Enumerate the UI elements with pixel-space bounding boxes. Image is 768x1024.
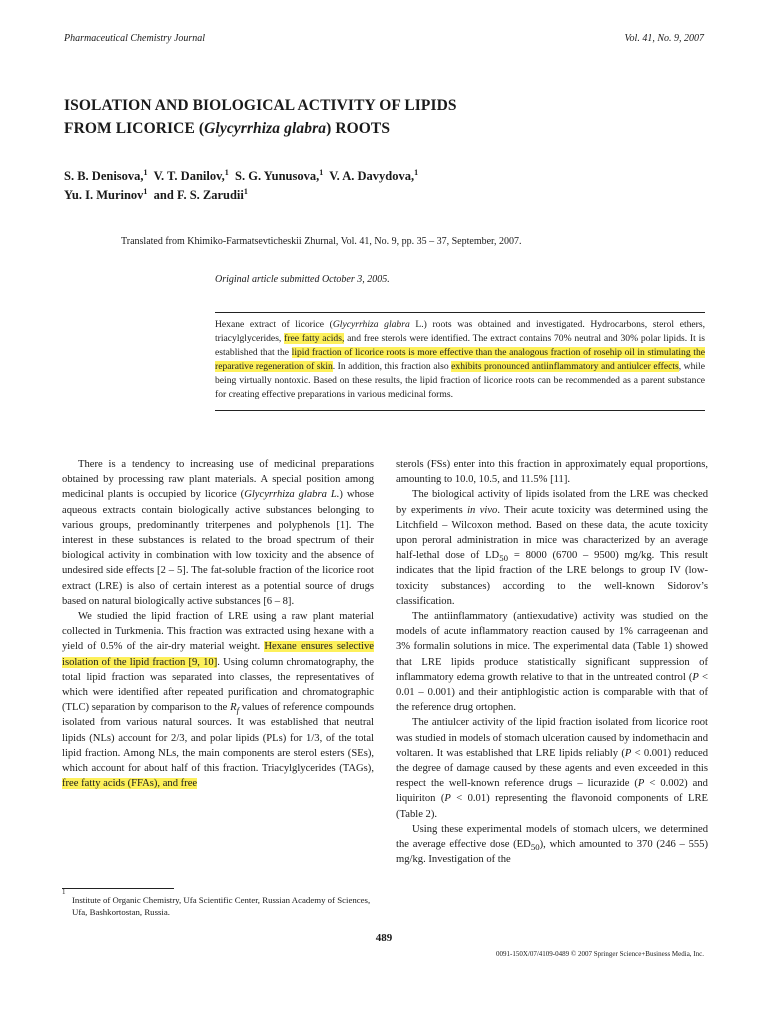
author: Yu. I. Murinov	[64, 188, 144, 202]
author: S. B. Denisova,	[64, 169, 144, 183]
abstract	[215, 312, 705, 411]
footnote-text: Institute of Organic Chemistry, Ufa Scientific Center, Russian Academy of Sciences, Ufa, Bashkortostan, Russia.	[72, 895, 371, 917]
paragraph-text: . Using column chromatography, the total lipid fraction was separated into classes, the representatives of which were identified after repeated purification and chromatographic (TLC) separation by comparison to the	[62, 656, 374, 714]
paragraph	[396, 487, 708, 609]
footnote-divider	[62, 888, 174, 889]
body-column-right	[396, 457, 708, 867]
author-affiliation: 1	[143, 167, 148, 177]
paragraph	[396, 822, 708, 868]
author-affiliation: 1	[143, 186, 148, 196]
paragraph-text: < 0.002) and liquiriton (	[396, 778, 708, 805]
authors-line-2	[64, 186, 704, 205]
abstract-text: and free sterols were identified. The extract contains 70% neutral and 30% polar lipids. It is established that the	[215, 333, 705, 358]
paragraph-text: ) whose aqueous extracts contain biologically active substances belonging to various groups, predominantly triterpenes and polyphenols [1]. The interest in these substances is related to the broad spectrum of their biological activity in combination with low toxicity and the absence of undesired side effects [2 – 5]. The fat-soluble fraction of the licorice root extract (LRE) is also of certain interest as a potential source of drugs based on natural biologically active substances [6 – 8].	[62, 489, 374, 607]
author: and F. S. Zarudii	[153, 188, 244, 202]
highlight: free fatty acids,	[284, 333, 345, 344]
paragraph-text: values of reference compounds isolated from various natural sources. It was established that neutral lipids (NLs) account for 2/3, and polar lipids (PLs) for 1/3, of the total lipid fraction. Among NLs, the main components are sterol esters (SEs), which account for about half of this fraction. Triacylglycerides (TAGs),	[62, 702, 374, 775]
footnote: 1 Institute of Organic Chemistry, Ufa Scientific Center, Russian Academy of Sciences, Ufa, Bashkortostan, Russia.	[62, 888, 371, 917]
paragraph-text: = 8000 (6700 – 9500) mg/kg. This result indicates that the lipid fraction of the LRE belongs to group IV (low-toxicity substances) according to the well-known Sidorov’s classification.	[396, 550, 709, 607]
author: S. G. Yunusova,	[235, 169, 320, 183]
species-name: Glycyrrhiza glabra L.	[244, 489, 340, 501]
article-title	[64, 94, 704, 140]
paragraph	[62, 457, 374, 609]
ld-subscript: 50	[499, 553, 509, 564]
volume-info: Vol. 41, No. 9, 2007	[624, 33, 704, 44]
paragraph-text: There is a tendency to increasing use of medicinal preparations obtained by processing raw plant materials. A special position among medicinal plants is occupied by licorice (	[62, 459, 374, 501]
title-line-1: ISOLATION AND BIOLOGICAL ACTIVITY OF LIPIDS	[64, 97, 457, 114]
journal-name: Pharmaceutical Chemistry Journal	[64, 33, 206, 44]
paragraph-text: . Their acute toxicity was determined using the Litchfield – Wilcoxon method. Based on these data, the acute toxicity upon peroral administration in mice was characterized by an average half-lethal dose of LD	[396, 504, 708, 562]
author-affiliation: 1	[319, 167, 324, 177]
author: V. T. Danilov,	[153, 169, 225, 183]
paragraph-text: < 0.001) reduced the degree of damage caused by these agents and even exceeded in this respect the well-known reference drugs – licurazide (	[396, 747, 708, 790]
running-head	[64, 33, 704, 44]
highlight: free fatty acids (FFAs), and free	[62, 778, 198, 790]
rf-subscript: f	[236, 705, 240, 716]
author-affiliation: 1	[243, 186, 248, 196]
paragraph-text: ), which amounted to 370 (246 – 555) mg/kg. Investigation of the	[396, 839, 709, 866]
in-vivo-term: in vivo	[467, 504, 498, 516]
submission-note: Original article submitted October 3, 2005.	[215, 274, 390, 285]
page-number: 489	[375, 932, 393, 944]
paragraph	[396, 609, 708, 715]
abstract-text: L.) roots was obtained and investigated. Hydrocarbons, sterol ethers, triacylglycerides,	[215, 319, 705, 344]
author-list	[64, 167, 704, 205]
abstract-species: Glycyrrhiza glabra	[332, 319, 410, 330]
title-line-2	[64, 117, 704, 140]
paragraph: sterols (FSs) enter into this fraction in approximately equal proportions, amounting to 10.0, 10.5, and 11.5% [11].	[396, 459, 708, 486]
highlight: exhibits pronounced antiinflammatory and antiulcer effects	[451, 361, 679, 372]
p-symbol: P	[692, 671, 699, 683]
paragraph-text: The biological activity of lipids isolated from the LRE was checked by experiments	[396, 489, 708, 516]
authors-line-1	[64, 167, 704, 186]
paragraph-text: < 0.01) representing the flavonoid components of LRE (Table 2).	[396, 793, 708, 820]
highlight: lipid fraction of licorice roots is more effective than the analogous fraction of rosehip oil in stimulating the reparative regeneration of skin	[215, 347, 706, 372]
p-symbol: P	[624, 747, 632, 759]
copyright-line: 0091-150X/07/4109-0489 © 2007 Springer Science+Business Media, Inc.	[496, 950, 704, 958]
title-species: Glycyrrhiza glabra	[204, 120, 327, 137]
p-symbol: P	[637, 778, 645, 790]
translation-note: Translated from Khimiko-Farmatsevticheskii Zhurnal, Vol. 41, No. 9, pp. 35 – 37, September, 2007.	[121, 236, 522, 247]
author: V. A. Davydova,	[329, 169, 415, 183]
paragraph-text: The antiinflammatory (antiexudative) activity was studied on the models of acute inflammatory reaction caused by 1% carrageenan and 3% formalin solutions in mice. The experimental data (Table 1) showed that LRE lipids produce statistically significant suppression of inflammatory edema growth relative to that in the untreated control (	[396, 611, 708, 683]
title-line-2-pre: FROM LICORICE (	[64, 120, 205, 137]
abstract-text: , while being virtually nontoxic. Based on these results, the lipid fraction of licorice roots can be recommended as a parent substance for creating effective preparations in various medicinal forms.	[215, 361, 705, 400]
paragraph-text: We studied the lipid fraction of LRE using a raw plant material collected in Turkmenia. This fraction was extracted using hexane with a yield of 0.5% of the air-dry material weight.	[62, 611, 374, 653]
paragraph-text: The antiulcer activity of the lipid fraction isolated from licorice root was studied in models of stomach ulceration caused by indomethacin and voltaren. It was established that LRE lipids reliably (	[396, 717, 708, 759]
rf-symbol: R	[230, 702, 237, 714]
ed-subscript: 50	[530, 842, 540, 853]
paragraph	[396, 715, 708, 821]
p-symbol: P	[444, 793, 451, 805]
abstract-text: Hexane extract of licorice (	[215, 319, 333, 330]
paragraph-text: < 0.01 – 0.001) and their antiphlogistic action is comparable with that of the reference drug ortophen.	[396, 671, 708, 714]
title-line-2-post: ) ROOTS	[326, 120, 391, 137]
paragraph	[62, 609, 374, 791]
paragraph-text: Using these experimental models of stomach ulcers, we determined the average effective dose (ED	[396, 823, 708, 851]
author-affiliation: 1	[414, 167, 419, 177]
highlight: Hexane ensures selective isolation of the lipid fraction [9, 10]	[62, 641, 374, 668]
body-column-left	[62, 457, 374, 791]
author-affiliation: 1	[224, 167, 229, 177]
abstract-text: . In addition, this fraction also	[332, 361, 452, 372]
